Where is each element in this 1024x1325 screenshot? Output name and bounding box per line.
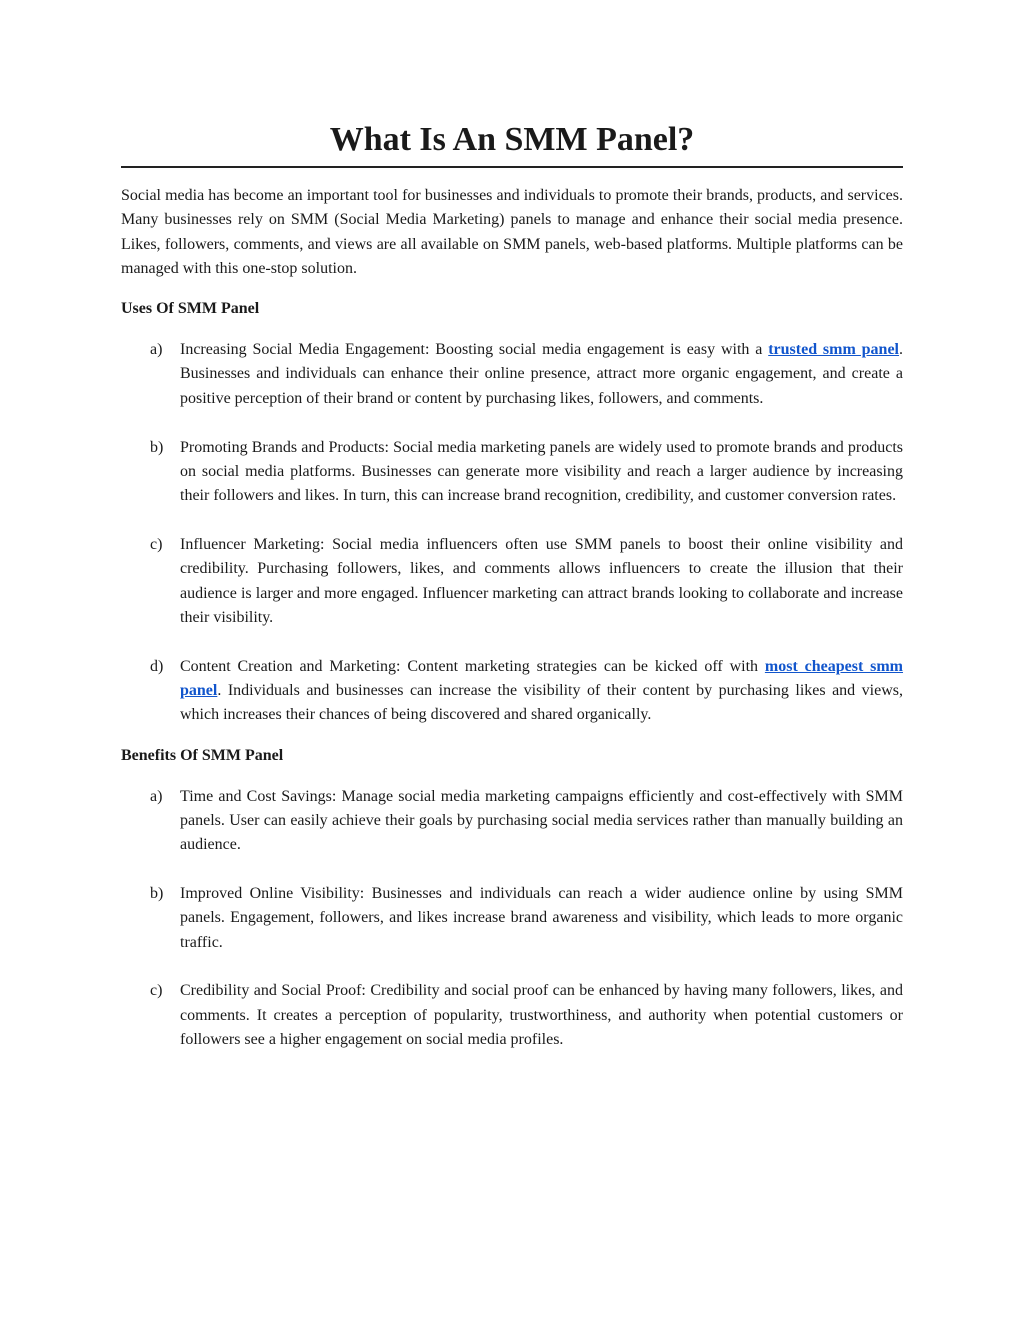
page-title: What Is An SMM Panel?	[121, 118, 903, 168]
list-item	[121, 882, 903, 955]
list-item-text: Influencer Marketing: Social media influencers often use SMM panels to boost their online visibility and credibility. Purchasing followers, likes, and comments allows influencers to create the illusion that their audience is larger and more engaged. Influencer marketing can attract brands looking to collaborate and increase their visibility.	[180, 535, 903, 626]
list-item	[121, 338, 903, 411]
most-cheapest-smm-panel-link[interactable]: most cheapest smm panel	[180, 657, 904, 699]
list-marker: b)	[150, 438, 164, 456]
list-marker: a)	[150, 787, 163, 805]
uses-heading: Uses Of SMM Panel	[121, 300, 260, 318]
list-marker: a)	[150, 341, 163, 359]
intro-paragraph: Social media has become an important tool for businesses and individuals to promote their brands, products, and services. Many businesses rely on SMM (Social Media Marketing) panels to manage and enhance their social media presence. Likes, followers, comments, and views are all available on SMM panels, web-based platforms. Multiple platforms can be managed with this one-stop solution.	[121, 187, 903, 277]
list-item-text: Promoting Brands and Products: Social media marketing panels are widely used to promote brands and products on social media platforms. Businesses can generate more visibility and reach a larger audience by increasing their followers and likes. In turn, this can increase brand recognition, credibility, and customer conversion rates.	[180, 438, 903, 505]
list-item	[121, 436, 903, 509]
list-item-text: Content Creation and Marketing: Content marketing strategies can be kicked off with	[180, 657, 765, 675]
list-item	[121, 655, 903, 728]
list-marker: d)	[150, 657, 164, 675]
benefits-heading: Benefits Of SMM Panel	[121, 746, 284, 764]
list-item-text: Credibility and Social Proof: Credibility and social proof can be enhanced by having many followers, likes, and comments. It creates a perception of popularity, trustworthiness, and authority when potential customers or followers see a higher engagement on social media profiles.	[180, 982, 903, 1048]
document-page	[121, 118, 903, 1052]
list-item-text: . Businesses and individuals can enhance their online presence, attract more organic engagement, and create a positive perception of their brand or content by purchasing likes, followers, and comments.	[180, 341, 904, 407]
list-marker: b)	[150, 884, 164, 902]
list-item-text: Improved Online Visibility: Businesses and individuals can reach a wider audience online by using SMM panels. Engagement, followers, and likes increase brand awareness and visibility, which leads to more organic traffic.	[180, 884, 903, 951]
list-item-text: Time and Cost Savings: Manage social media marketing campaigns efficiently and cost-effectively with SMM panels. User can easily achieve their goals by purchasing social media services rather than manually building an audience.	[180, 787, 903, 854]
uses-list	[121, 338, 903, 727]
list-item	[121, 533, 903, 630]
list-marker: c)	[150, 535, 163, 553]
list-item-text: Increasing Social Media Engagement: Boosting social media engagement is easy with a	[180, 341, 769, 359]
list-item	[121, 785, 903, 858]
benefits-list	[121, 785, 903, 1053]
list-item	[121, 979, 903, 1052]
list-marker: c)	[150, 982, 163, 1000]
trusted-smm-panel-link[interactable]: trusted smm panel	[768, 341, 900, 359]
list-item-text: . Individuals and businesses can increase the visibility of their content by purchasing likes and views, which increases their chances of being discovered and shared organically.	[180, 681, 903, 724]
